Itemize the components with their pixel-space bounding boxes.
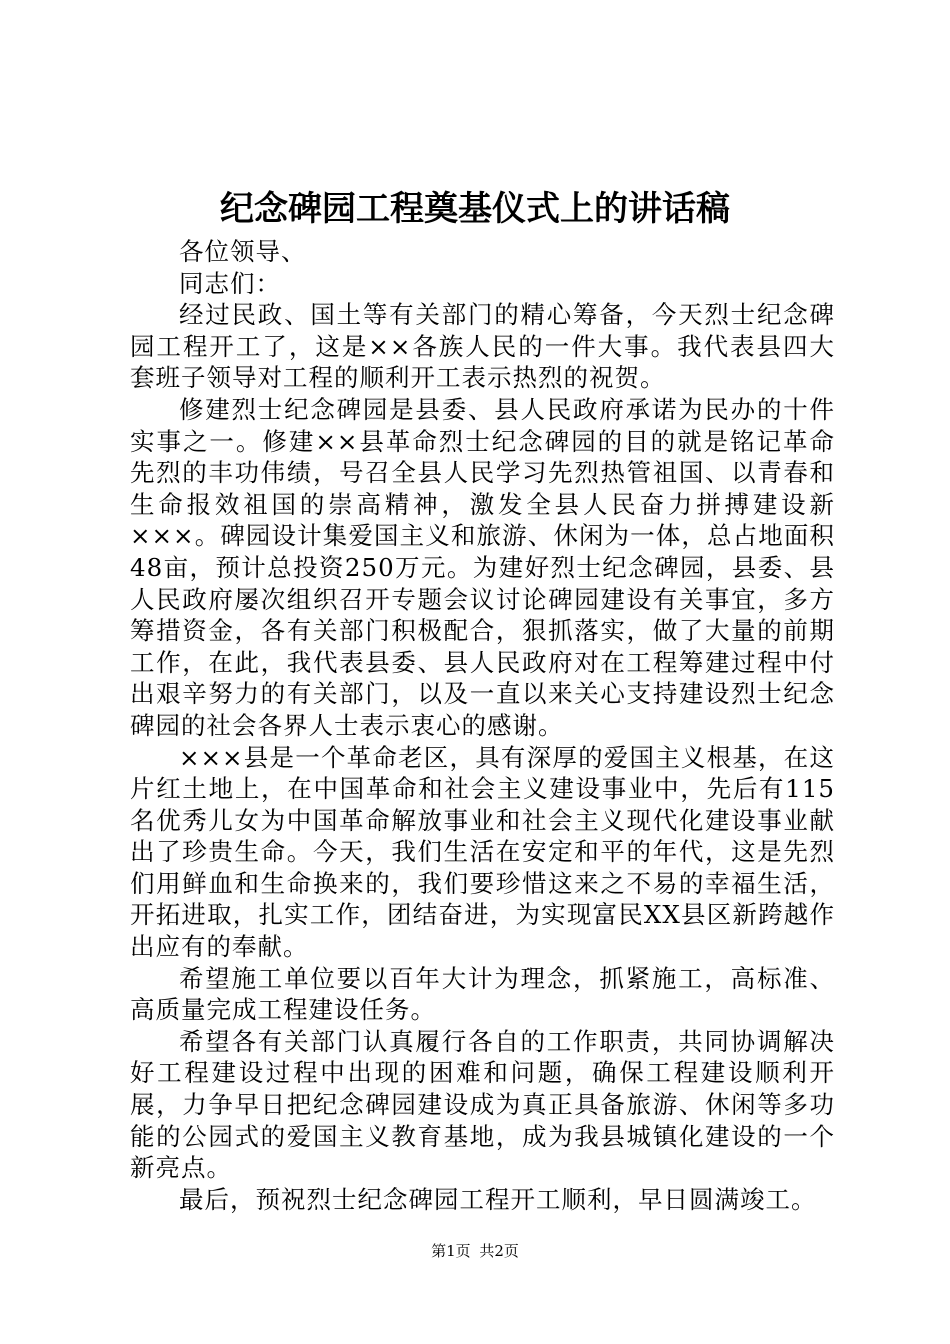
body-paragraph: ×××县是一个革命老区，具有深厚的爱国主义根基，在这片红土地上，在中国革命和社会主义建设事业中，先后有115名优秀儿女为中国革命解放事业和社会主义现代化建设事业献出了珍贵生命。今天，我们生活在安定和平的年代，这是先烈们用鲜血和生命换来的，我们要珍惜这来之不易的幸福生活，开拓进取，扎实工作，团结奋进，为实现富民XX县区新跨越作出应有的奉献。	[130, 742, 835, 962]
document-body	[130, 236, 835, 1215]
salutation-line: 各位领导、	[179, 237, 307, 266]
page-footer	[0, 1240, 950, 1262]
closing-paragraph: 最后，预祝烈士纪念碑园工程开工顺利，早日圆满竣工。	[179, 1184, 817, 1214]
body-paragraph: 希望各有关部门认真履行各自的工作职责，共同协调解决好工程建设过程中出现的困难和问题，确保工程建设顺利开展，力争早日把纪念碑园建设成为真正具备旅游、休闲等多功能的公园式的爱国主义教育基地，成为我县城镇化建设的一个新亮点。	[130, 1026, 835, 1183]
body-paragraph: 经过民政、国土等有关部门的精心筹备，今天烈士纪念碑园工程开工了，这是××各族人民的一件大事。我代表县四大套班子领导对工程的顺利开工表示热烈的祝贺。	[130, 300, 835, 393]
page-number: 第1页	[431, 1242, 471, 1260]
body-paragraph: 修建烈士纪念碑园是县委、县人民政府承诺为民办的十件实事之一。修建××县革命烈士纪念碑园的目的就是铭记革命先烈的丰功伟绩，号召全县人民学习先烈热管祖国、以青春和生命报效祖国的崇高精神，激发全县人民奋力拼搏建设新×××。碑园设计集爱国主义和旅游、休闲为一体，总占地面积48亩，预计总投资250万元。为建好烈士纪念碑园，县委、县人民政府屡次组织召开专题会议讨论碑园建设有关事宜，多方筹措资金，各有关部门积极配合，狠抓落实，做了大量的前期工作，在此，我代表县委、县人民政府对在工程筹建过程中付出艰辛努力的有关部门，以及一直以来关心支持建设烈士纪念碑园的社会各界人士表示衷心的感谢。	[130, 394, 835, 740]
page-total: 共2页	[479, 1242, 519, 1260]
document-title: 纪念碑园工程奠基仪式上的讲话稿	[220, 189, 730, 229]
salutation-line: 同志们：	[179, 268, 281, 298]
body-paragraph: 希望施工单位要以百年大计为理念，抓紧施工，高标准、高质量完成工程建设任务。	[130, 963, 835, 1025]
